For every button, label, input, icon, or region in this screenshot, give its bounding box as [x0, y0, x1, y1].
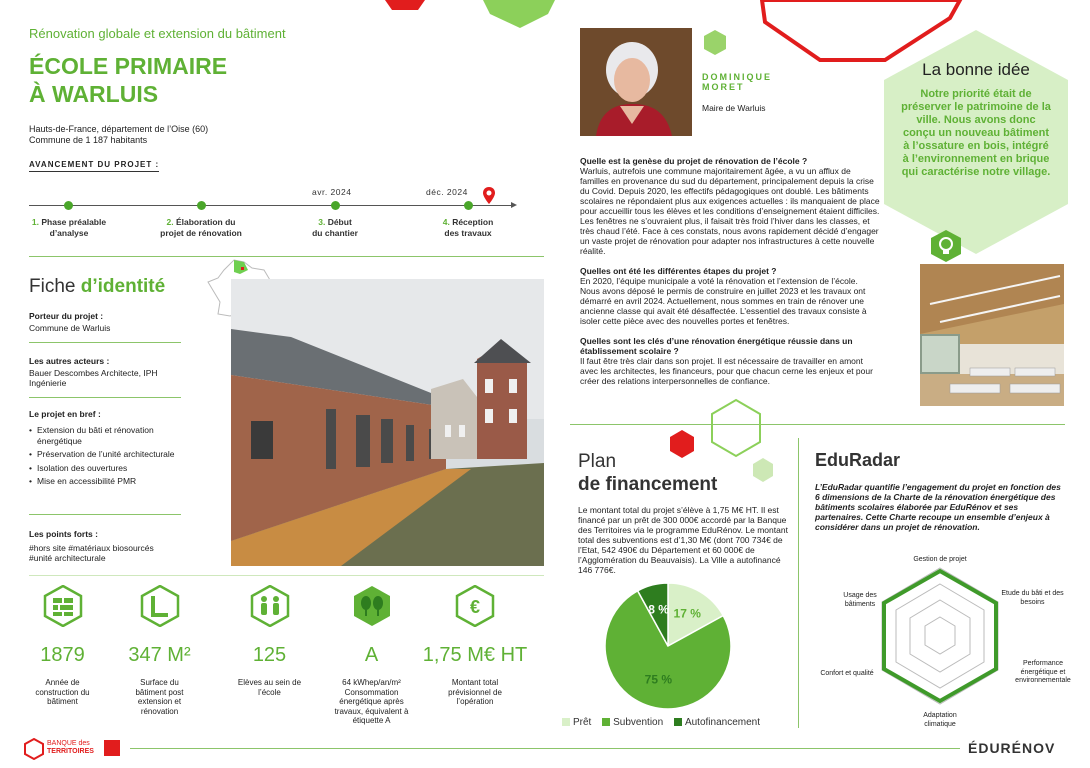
step-number: 3. — [318, 217, 326, 227]
list-item: • Préservation de l’unité architecturale — [29, 449, 179, 460]
idea-title: La bonne idée — [922, 60, 1030, 79]
trees-icon — [352, 585, 392, 627]
strengths-value: #hors site #matériaux biosourcés #unité architecturale — [29, 543, 154, 563]
stat-caption: Elèves au sein de l’école — [237, 678, 302, 697]
step-label: Début — [327, 217, 352, 227]
legend-swatch — [674, 718, 682, 726]
pupils-icon — [250, 585, 290, 627]
owner-heading: Porteur du projet : — [29, 311, 104, 321]
region-text: Hauts-de-France, département de l’Oise (60) — [29, 124, 209, 134]
step-label: d’analyse — [49, 228, 89, 238]
stat-energy — [319, 585, 424, 726]
svg-text:€: € — [469, 597, 481, 617]
legend-label: Prêt — [573, 717, 592, 728]
step-label: projet de rénovation — [160, 228, 242, 238]
eduradar-chart — [870, 565, 1010, 710]
timeline-step-1 — [14, 217, 124, 239]
mayor-name — [702, 72, 772, 92]
step-label: des travaux — [444, 228, 492, 238]
pie-slice-label: 75 % — [644, 672, 673, 687]
radar-axis-label: Adaptation climatique — [923, 712, 957, 728]
step-number: 2. — [166, 217, 174, 227]
commune-text: Commune de 1 187 habitants — [29, 135, 148, 145]
radar-axis-label: Confort et qualité — [820, 670, 874, 677]
brief-block — [29, 409, 179, 487]
timeline-line — [29, 205, 513, 206]
interview-text — [580, 156, 880, 386]
pie-slice-label: 8 % — [648, 602, 669, 617]
financing-title — [578, 450, 717, 496]
legend-label: Autofinancement — [684, 717, 761, 728]
stat-value: 1,75 M€ HT — [422, 644, 528, 666]
list-item: • Extension du bâti et rénovation énergétique — [29, 425, 179, 446]
brick-wall-icon — [43, 585, 83, 627]
owner-value: Commune de Warluis — [29, 323, 111, 333]
idea-text: Notre priorité était de préserver le patrimoine de la ville. Nous avons donc conçu un nouveau bâtiment à l’ossature en bois, intégré à l’environnement en brique qui caractérise notre village. — [901, 88, 1051, 178]
stat-surface — [107, 585, 212, 716]
radar-axis-label: Performance énergétique et environnementale — [1015, 660, 1071, 684]
mayor-first-name: DOMINIQUE — [702, 72, 773, 82]
legend-label: Subvention — [613, 717, 664, 728]
caisse-logo-icon — [104, 740, 120, 756]
divider — [570, 424, 1065, 425]
timeline-step-2 — [146, 217, 256, 239]
eduradar-title: EduRadar — [815, 450, 901, 470]
stat-value: 1879 — [40, 644, 85, 666]
school-building-photo — [231, 279, 544, 566]
radar-axis-label: Gestion de projet — [913, 556, 967, 563]
classroom-photo — [920, 264, 1064, 406]
title-line-1: ÉCOLE PRIMAIRE — [29, 53, 228, 79]
radar-axis-label: Etude du bâti et des besoins — [1001, 590, 1064, 606]
step-number: 4. — [442, 217, 450, 227]
stat-pupils — [217, 585, 322, 697]
stat-caption: Surface du bâtiment post extension et rénovation — [135, 678, 184, 716]
timeline-dot — [331, 201, 340, 210]
divider — [29, 575, 544, 576]
divider — [798, 438, 799, 728]
bank-name-line: BANQUE des — [47, 740, 90, 747]
timeline-step-4 — [413, 217, 523, 239]
stat-value: A — [364, 644, 379, 666]
timeline-dot — [197, 201, 206, 210]
stat-caption: Année de construction du bâtiment — [35, 678, 90, 706]
divider — [29, 256, 544, 257]
legend-swatch — [602, 718, 610, 726]
financing-text: Le montant total du projet s’élève à 1,75 M€ HT. Il est financé par un prêt de 300 000€ accordé par la Banque des Territoires via le programme EduRénov. Le montant total des subventions est d’1,30 M€ (dont 700 734€ de l’Etat, 542 490€ du Département et 60 000€ de l’Agglomération du Beauvaisis). La Ville a autofinancé 146 776€. — [578, 505, 788, 575]
step-label: Élaboration du — [175, 217, 236, 227]
legend-swatch — [562, 718, 570, 726]
answer: Warluis, autrefois une commune majoritairement âgée, a vu un afflux de familles en provenance du sud du département, principalement depuis la crise du Covid. Depuis 2020, les effectifs pédagogiques ont doublé. Les bâtiments scolaires ne répondaient plus aux exigences actuelles : ils manquaient de place pour accueillir tous les élèves et les conditions d’enseignement étaient difficiles. Les fenêtres ne s’ouvraient plus, il faisait très froid l’hiver dans les classes, et très chaud l’été. Face à ces constats, nous avons rapidement décidé d’engager un vaste projet de rénovation pour adapter nos infrastructures à cette nouvelle réalité. — [580, 166, 880, 256]
bank-logo-icon — [24, 738, 44, 760]
list-item: • Mise en accessibilité PMR — [29, 476, 179, 487]
step-label: du chantier — [312, 228, 358, 238]
identity-title — [29, 276, 165, 298]
step-number: 1. — [31, 217, 39, 227]
answer: En 2020, l’équipe municipale a voté la rénovation et l’extension de l’école. Nous avons déposé le permis de construire en juillet 2023 et les travaux ont démarré en avril 2024. Actuellement, nous sommes en train de rénover une ancienne classe qui avait été désaffectée. L’essentiel des travaux consiste à isoler cette pièce avec des nouvelles portes et fenêtres. — [580, 276, 867, 326]
identity-title-b: d’identité — [80, 276, 166, 297]
question: Quelles ont été les différentes étapes du projet ? — [580, 266, 777, 276]
identity-title-a: Fiche — [29, 276, 81, 297]
lightbulb-icon — [930, 229, 962, 263]
location-pin-icon — [482, 186, 496, 206]
header-kicker: Rénovation globale et extension du bâtiment — [29, 26, 286, 41]
divider — [29, 342, 181, 343]
financing-title-b: de financement — [578, 474, 718, 495]
answer: Il faut être très clair dans son projet. Il est nécessaire de travailler en amont avec les architectes, les financeurs, pour que chacun cerne les enjeux et pour créer des relations interpersonnelles de confiance. — [580, 356, 873, 386]
timeline-dot — [464, 201, 473, 210]
stat-caption: Montant total prévisionnel de l’opération — [448, 678, 502, 706]
strengths-heading: Les points forts : — [29, 529, 98, 539]
pie-slice-label: 17 % — [673, 606, 701, 621]
page-title — [29, 52, 227, 108]
divider — [29, 397, 181, 398]
mayor-last-name: MORET — [702, 82, 745, 92]
eduradar-text: L’EduRadar quantifie l’engagement du projet en fonction des 6 dimensions de la Charte de la rénovation énergétique des bâtiments scolaires élaborée par EduRénov et ses partenaires. Cette Charte recoupe un ensemble d’enjeux à considérer dans un projet de rénovation. — [815, 482, 1061, 532]
strengths-block — [29, 529, 179, 563]
owner-block — [29, 311, 179, 333]
floor-plan-icon — [140, 585, 180, 627]
pie-legend — [562, 717, 760, 728]
euro-icon — [455, 585, 495, 627]
edurenov-logo: ÉDURÉNOV — [968, 740, 1056, 756]
divider — [29, 514, 181, 515]
stat-value: 125 — [252, 644, 287, 666]
timeline-step-3 — [280, 217, 390, 239]
step-label: Phase préalable — [41, 217, 107, 227]
timeline-dot — [64, 201, 73, 210]
stat-year — [10, 585, 115, 707]
step-3-date: avr. 2024 — [312, 187, 352, 197]
question: Quelles sont les clés d’une rénovation énergétique réussie dans un établissement scolaire ? — [580, 336, 853, 356]
bank-logo-text — [47, 740, 94, 756]
title-line-2: À WARLUIS — [29, 81, 159, 107]
brief-list — [29, 425, 179, 487]
progress-heading: AVANCEMENT DU PROJET : — [29, 160, 159, 172]
bank-name-line: TERRITOIRES — [47, 748, 94, 755]
financing-title-a: Plan — [578, 451, 617, 472]
stat-value: 347 M² — [128, 644, 191, 666]
question: Quelle est la genèse du projet de rénovation de l’école ? — [580, 156, 808, 166]
step-label: Réception — [452, 217, 494, 227]
mayor-role: Maire de Warluis — [702, 103, 766, 113]
actors-value: Bauer Descombes Architecte, IPH Ingénierie — [29, 368, 158, 388]
stat-budget — [420, 585, 530, 707]
step-4-date: déc. 2024 — [426, 187, 468, 197]
footer-rule — [130, 748, 960, 749]
brief-heading: Le projet en bref : — [29, 409, 101, 419]
location-info — [29, 124, 208, 146]
radar-axis-label: Usage des bâtiments — [843, 592, 877, 608]
mayor-portrait-photo — [580, 28, 692, 136]
actors-heading: Les autres acteurs : — [29, 356, 110, 366]
financing-pie-chart — [598, 580, 738, 712]
actors-block — [29, 356, 179, 388]
stat-caption: 64 kWhep/an/m² Consommation énergétique après travaux, équivalent à étiquette A — [334, 678, 409, 725]
list-item: • Isolation des ouvertures — [29, 463, 179, 474]
